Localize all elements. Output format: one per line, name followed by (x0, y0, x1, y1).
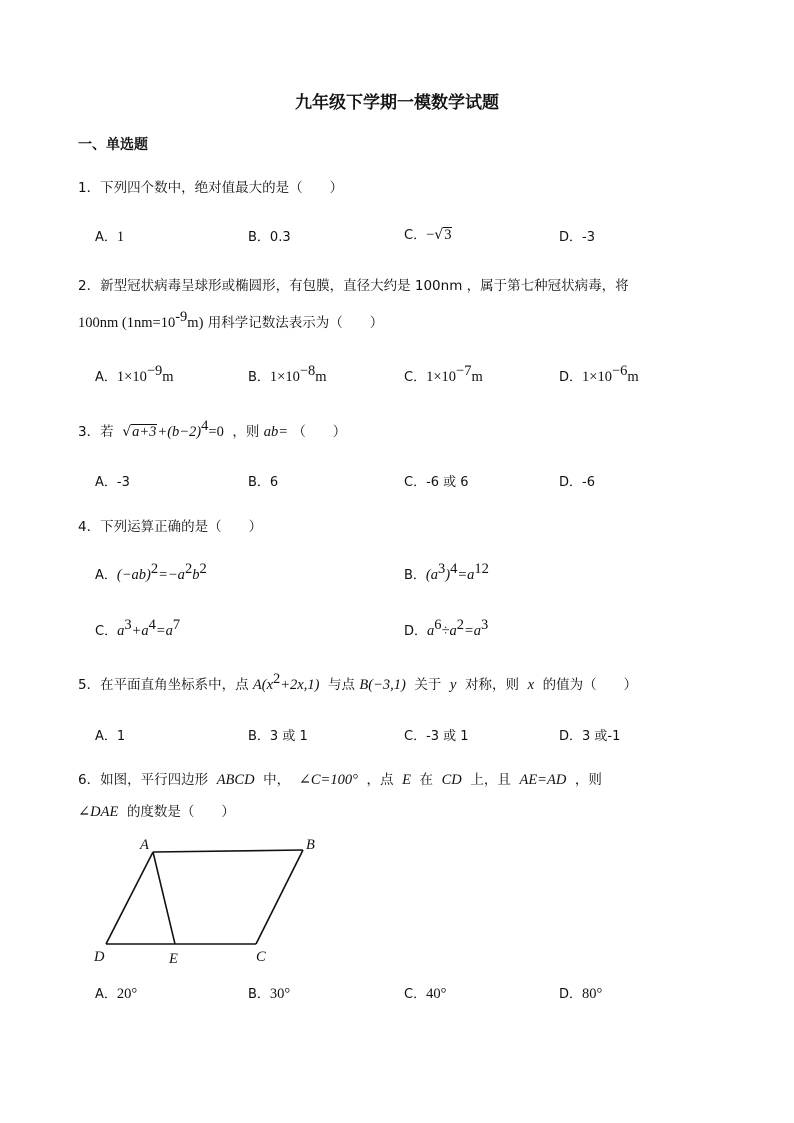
q4-option-a: A．$(-ab)^2=-a^2b^2$ (95, 561, 207, 583)
q5-option-c: C．-3 或 1 (404, 729, 469, 744)
parallelogram-lines (106, 850, 303, 944)
parallelogram-figure (88, 832, 328, 972)
q5-option-a: A．1 (95, 729, 126, 744)
vertex-label-B: B (306, 837, 315, 853)
q6-option-b: B．30° (248, 986, 291, 1002)
q2-option-c: C．$1\times 10^{-7}m$ (404, 363, 483, 385)
q3-option-c: C．-6 或 6 (404, 475, 469, 490)
q3-option-a: A．-3 (95, 475, 130, 490)
side-BC (256, 850, 303, 944)
vertex-label-E: E (169, 951, 178, 967)
q2-option-b: B．$1\times 10^{-8}m$ (248, 363, 327, 385)
section-heading: 一、单选题 (78, 137, 148, 153)
vertex-label-C: C (256, 949, 266, 965)
q1-option-a: A．1 (95, 229, 125, 245)
q4-option-b: B．$(a^3)^4=a^{12}$ (404, 561, 489, 583)
q2-stem-line1: 2．新型冠状病毒呈球形或椭圆形，有包膜，直径大约是 100nm ，属于第七种冠状病毒，将 (78, 278, 629, 294)
q1-stem: 1．下列四个数中，绝对值最大的是（ ） (78, 180, 344, 196)
side-DA (106, 852, 153, 944)
q6-option-d: D．80° (559, 986, 603, 1002)
q6-option-c: C．40° (404, 986, 447, 1002)
q3-stem: 3．若 $√a+3+(b-2)^4=0$ ，则 ab= （ ） (78, 418, 347, 440)
side-AB (153, 850, 303, 852)
q5-option-d: D．3 或-1 (559, 729, 621, 744)
q3-option-d: D．-6 (559, 475, 595, 490)
q1-option-d: D．-3 (559, 230, 595, 245)
q4-stem: 4．下列运算正确的是（ ） (78, 519, 263, 535)
q1-option-c: C．−√3 (404, 227, 452, 243)
vertex-label-A: A (140, 837, 149, 853)
vertex-label-D: D (94, 949, 105, 965)
q2-stem-line2: 100nm $(1nm=10^{-9}m)$ 用科学记数法表示为（ ） (78, 309, 384, 331)
segment-AE (153, 852, 175, 944)
q6-stem-line1: 6．如图，平行四边形 ABCD 中， ∠C=100° ，点 E 在 CD 上，且 AE=AD ，则 (78, 772, 602, 788)
q1-option-b: B．0.3 (248, 230, 291, 245)
q5-option-b: B．3 或 1 (248, 729, 308, 744)
q6-stem-line2: ∠DAE 的度数是（ ） (78, 804, 235, 820)
q4-option-c: C．$a^3+a^4=a^7$ (95, 617, 181, 639)
q4-option-d: D．$a^6\div a^2=a^3$ (404, 617, 489, 639)
q2-option-d: D．$1\times 10^{-6}m$ (559, 363, 639, 385)
q2-option-a: A．$1\times 10^{-9}m$ (95, 363, 174, 385)
q5-stem: 5．在平面直角坐标系中，点 $A(x^2+2x,1)$ 与点 B(−3,1) 关于 y 对称，则 x 的值为（ ） (78, 671, 638, 693)
q3-option-b: B．6 (248, 475, 279, 490)
q6-option-a: A．20° (95, 986, 138, 1002)
page-title: 九年级下学期一模数学试题 (295, 93, 499, 113)
